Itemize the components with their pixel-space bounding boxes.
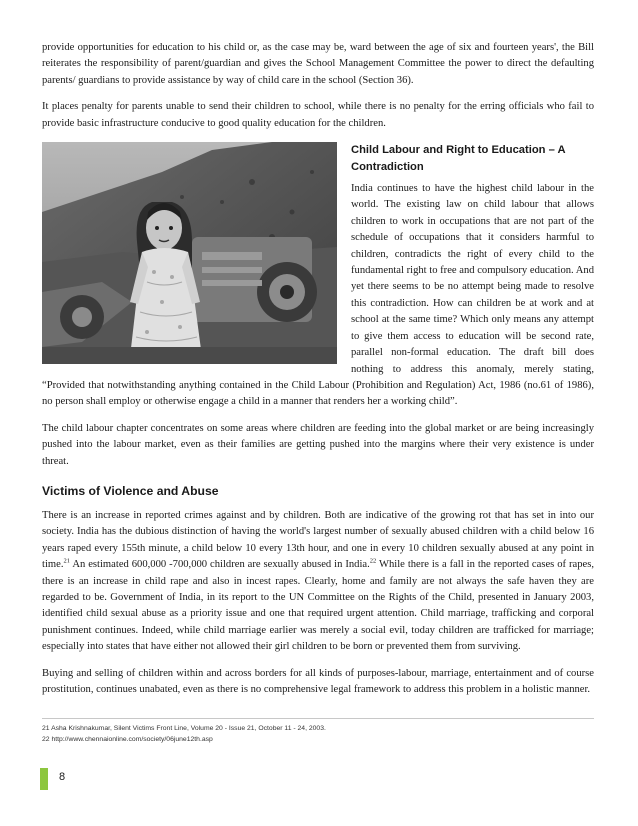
page-number: 8 <box>59 771 66 783</box>
paragraph-penalty: It places penalty for parents unable to send their children to school, while there is no penalty for the erring officials who fail to provide basic infrastructure conducive to good quality education for the children. <box>42 101 594 129</box>
paragraph-text-segment: There is an increase in reported crimes against and by children. Both are indicative of the growing rot that has set in into our society. India has the dubious distinction of having the world's largest number of sexually abused children with a child below 16 years raped every 155th minute, a child below 10 every 13th hour, and one in every 10 children sexually abused at any point in time. <box>42 509 594 571</box>
section-heading-victims: Victims of Violence and Abuse <box>42 483 219 498</box>
paragraph-global-market: The child labour chapter concentrates on some areas where children are feeding into the global market or are being increasingly pushed into the labour market, even as their families are getting pushed into the margins where their very existence is under threat. <box>42 422 594 467</box>
footnotes <box>42 718 594 745</box>
paragraph-trafficking: Buying and selling of children within and across borders for all kinds of purposes-labour, marriage, entertainment and of course prostitution, continues unabated, even as there is no comprehensive legal framework to address this problem in a holistic manner. <box>42 667 594 695</box>
footnote-21: 21 Asha Krishnakumar, Silent Victims Front Line, Volume 20 - Issue 21, October 11 - 24, 2003. <box>42 725 326 732</box>
footnote-ref-22: 22 <box>369 557 377 565</box>
paragraph-text-segment: An estimated 600,000 -700,000 children are sexually abused in India. <box>69 559 370 571</box>
page-content <box>42 40 594 708</box>
section-heading-child-labour: Child Labour and Right to Education – A Contradiction <box>351 144 566 173</box>
paragraph-school-responsibility: provide opportunities for education to his child or, as the case may be, ward between the age of six and fourteen years', the Bill reiterates the responsibility of parent/guardian and gives the School Management Committee the power to direct the defaulting parents/ guardians to provide assistance by way of child care in the school (Section 36). <box>42 42 594 86</box>
paragraph-crimes-against-children <box>42 508 594 656</box>
child-labour-photo <box>42 142 337 364</box>
paragraph-child-labour: India continues to have the highest child labour in the world. The existing law on child labour that allows children to work in occupations that are not part of the schedule of occupations that it considers harmful to children, contradicts the right of every child to the fundamental right to free and compulsory education. And yet there seems to be no attempt being made to resolve this contradiction. How can children be at work and at school at the same time? Which only means any attempt to give them access to education will be second rate, parallel non-formal education. The draft bill does nothing to address this anomaly, merely stating, “Provided that notwithstanding anything contained in the Child Labour (Prohibition and Regulation) Act, 1986 (no.61 of 1986), no person shall employ or otherwise engage a child in a manner that renders her a working child”. <box>42 183 594 408</box>
page-number-marker <box>40 768 48 790</box>
footnote-ref-21: 21 <box>63 557 70 565</box>
paragraph-text-segment: While there is a fall in the reported cases of rapes, there is an increase in child rape and also in incest rapes. Clearly, home and family are not always the safe haven they are regarded to be. Government of India, in its report to the UN Committee on the Rights of the Child, presented in January 2003, identified child sexual abuse as a priority issue and one that required urgent attention. Child marriage, trafficking and corporal punishment continues. Indeed, while child marriage earlier was merely a social evil, today children are trafficked for marriage; especially into states that have either not allowed their girl children to be born or prevented them from surviving. <box>42 559 594 653</box>
footnote-22: 22 http://www.chennaionline.com/society/06june12th.asp <box>42 735 213 743</box>
